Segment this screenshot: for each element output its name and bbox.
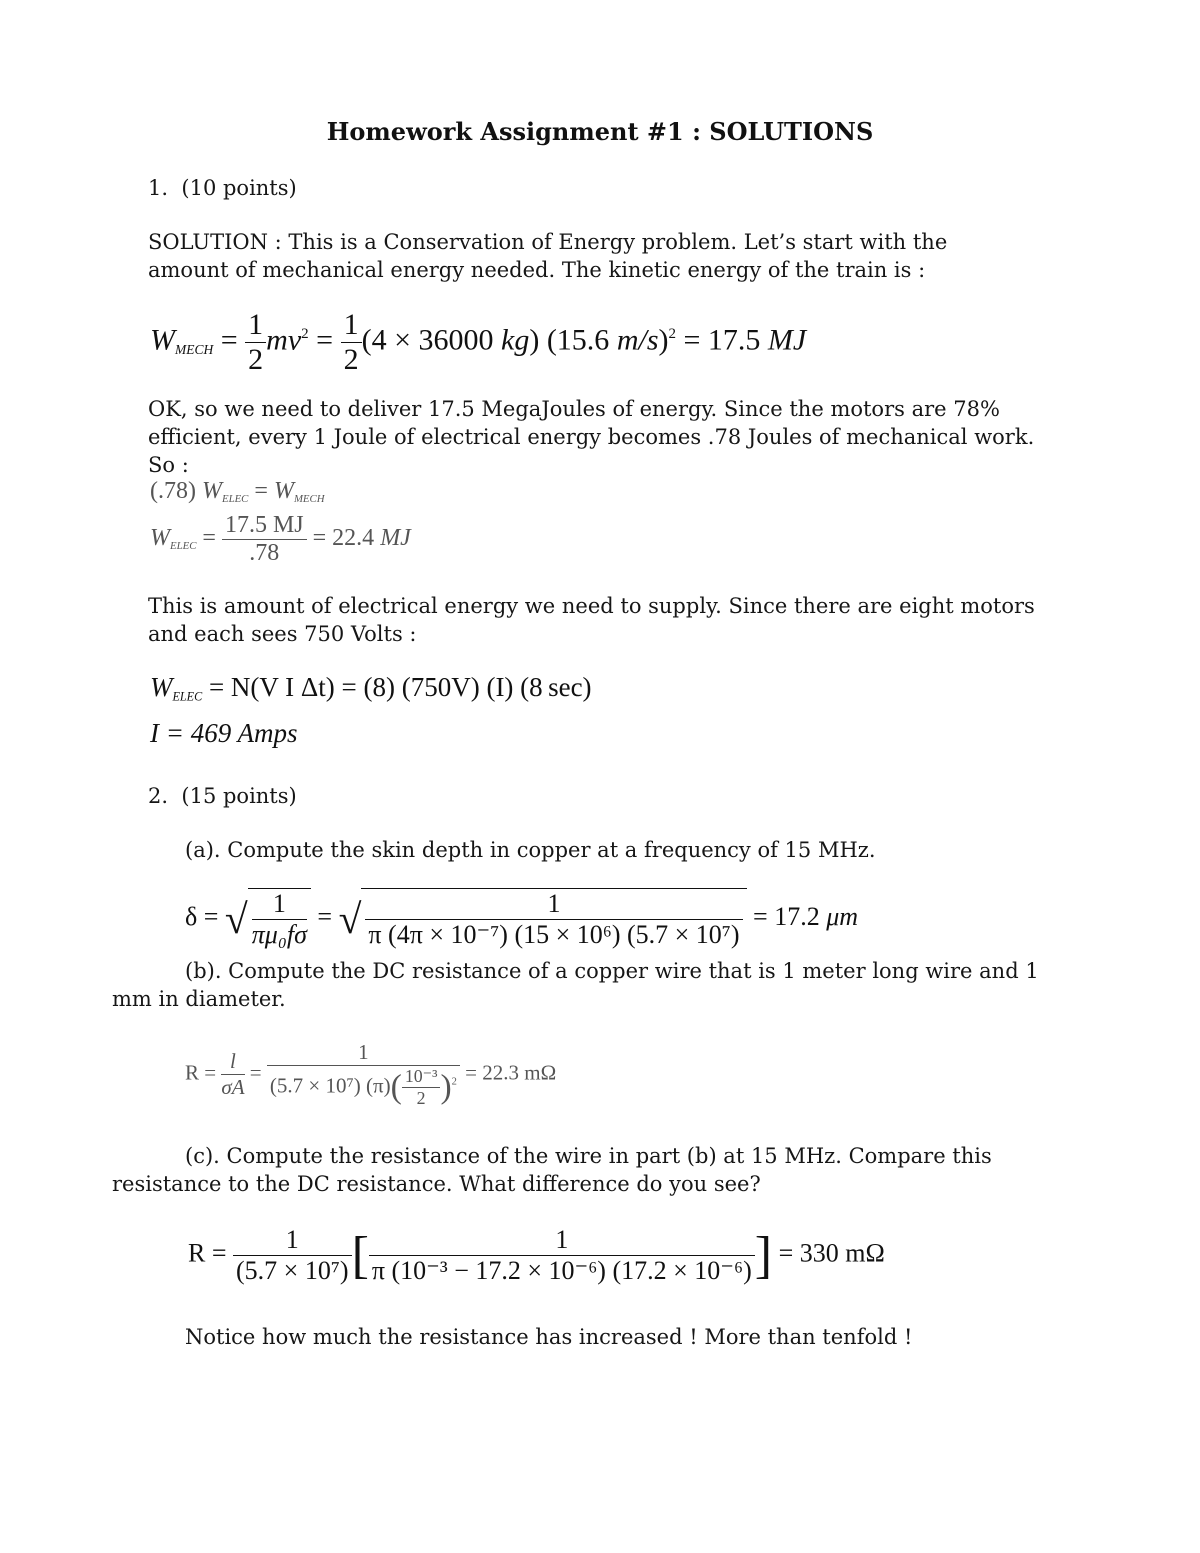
equation-skin-depth: δ = √ $\frac{1}{\text{πμ₀fσ}}$ = √ $\frac{1}{\text{π (4π × 10⁻⁷) (15 × 10⁶) (5.7 × 10⁷)}}$ = 17.2 μm: [185, 889, 859, 949]
part-b-question: (b). Compute the DC resistance of a copper wire that is 1 meter long wire and 1 mm in diameter.: [112, 959, 1039, 1011]
problem-1-motors-text: This is amount of electrical energy we need to supply. Since there are eight motors and each sees 750 Volts :: [148, 594, 1035, 646]
problem-1-intro: SOLUTION : This is a Conservation of Energy problem. Let’s start with the amount of mechanical energy needed. The kinetic energy of the train is :: [148, 230, 948, 282]
problem-1-heading: 1. (10 points): [148, 176, 297, 200]
equation-dc-resistance: R = $\frac{l}{\sigma A}$ = 1 (5.7 × 10⁷) (π)( $\frac{\text{10⁻³}}{2}$ )$^2$ = 22.3 mΩ: [185, 1040, 557, 1108]
equation-electrical-energy: $W_{ELEC}$ = $\frac{17.5 MJ}{.78}$ = 22.4 MJ: [150, 512, 411, 566]
part-a-question: (a). Compute the skin depth in copper at a frequency of 15 MHz.: [185, 838, 876, 862]
part-c-question: (c). Compute the resistance of the wire in part (b) at 15 MHz. Compare this resistance to the DC resistance. What difference do you see?: [112, 1144, 992, 1196]
equation-current: $W_{ELEC} = N(V$ I Δt) = (8) (750V) (I) (8 sec): [150, 672, 592, 704]
page-title: Homework Assignment #1 : SOLUTIONS: [326, 117, 874, 146]
problem-1-efficiency-text: OK, so we need to deliver 17.5 MegaJoules of energy. Since the motors are 78% efficient, every 1 Joule of electrical energy becomes .78 Joules of mechanical work. So :: [148, 397, 1035, 477]
conclusion-note: Notice how much the resistance has increased ! More than tenfold !: [185, 1325, 913, 1349]
equation-ac-resistance: R = $\frac{1}{\text{(5.7 × 10⁷)}}$ [ $\frac{1}{\text{π (10⁻³ − 17.2 × 10⁻⁶) (17.2 × 10⁻⁶)}}$ ] = 330 mΩ: [188, 1225, 885, 1285]
problem-2-heading: 2. (15 points): [148, 784, 297, 808]
equation-mechanical-energy: $W_{MECH}$ = $\frac{1}{2}$ $mv^2$ = $\frac{1}{2}$ (4 × 36000 kg) (15.6 m/s)$^2$ = 17.5 MJ: [150, 308, 807, 376]
equation-current-result: I = 469 Amps: [150, 718, 298, 748]
equation-efficiency: (.78) $W_{ELEC} = W_{MECH}$: [150, 478, 325, 505]
